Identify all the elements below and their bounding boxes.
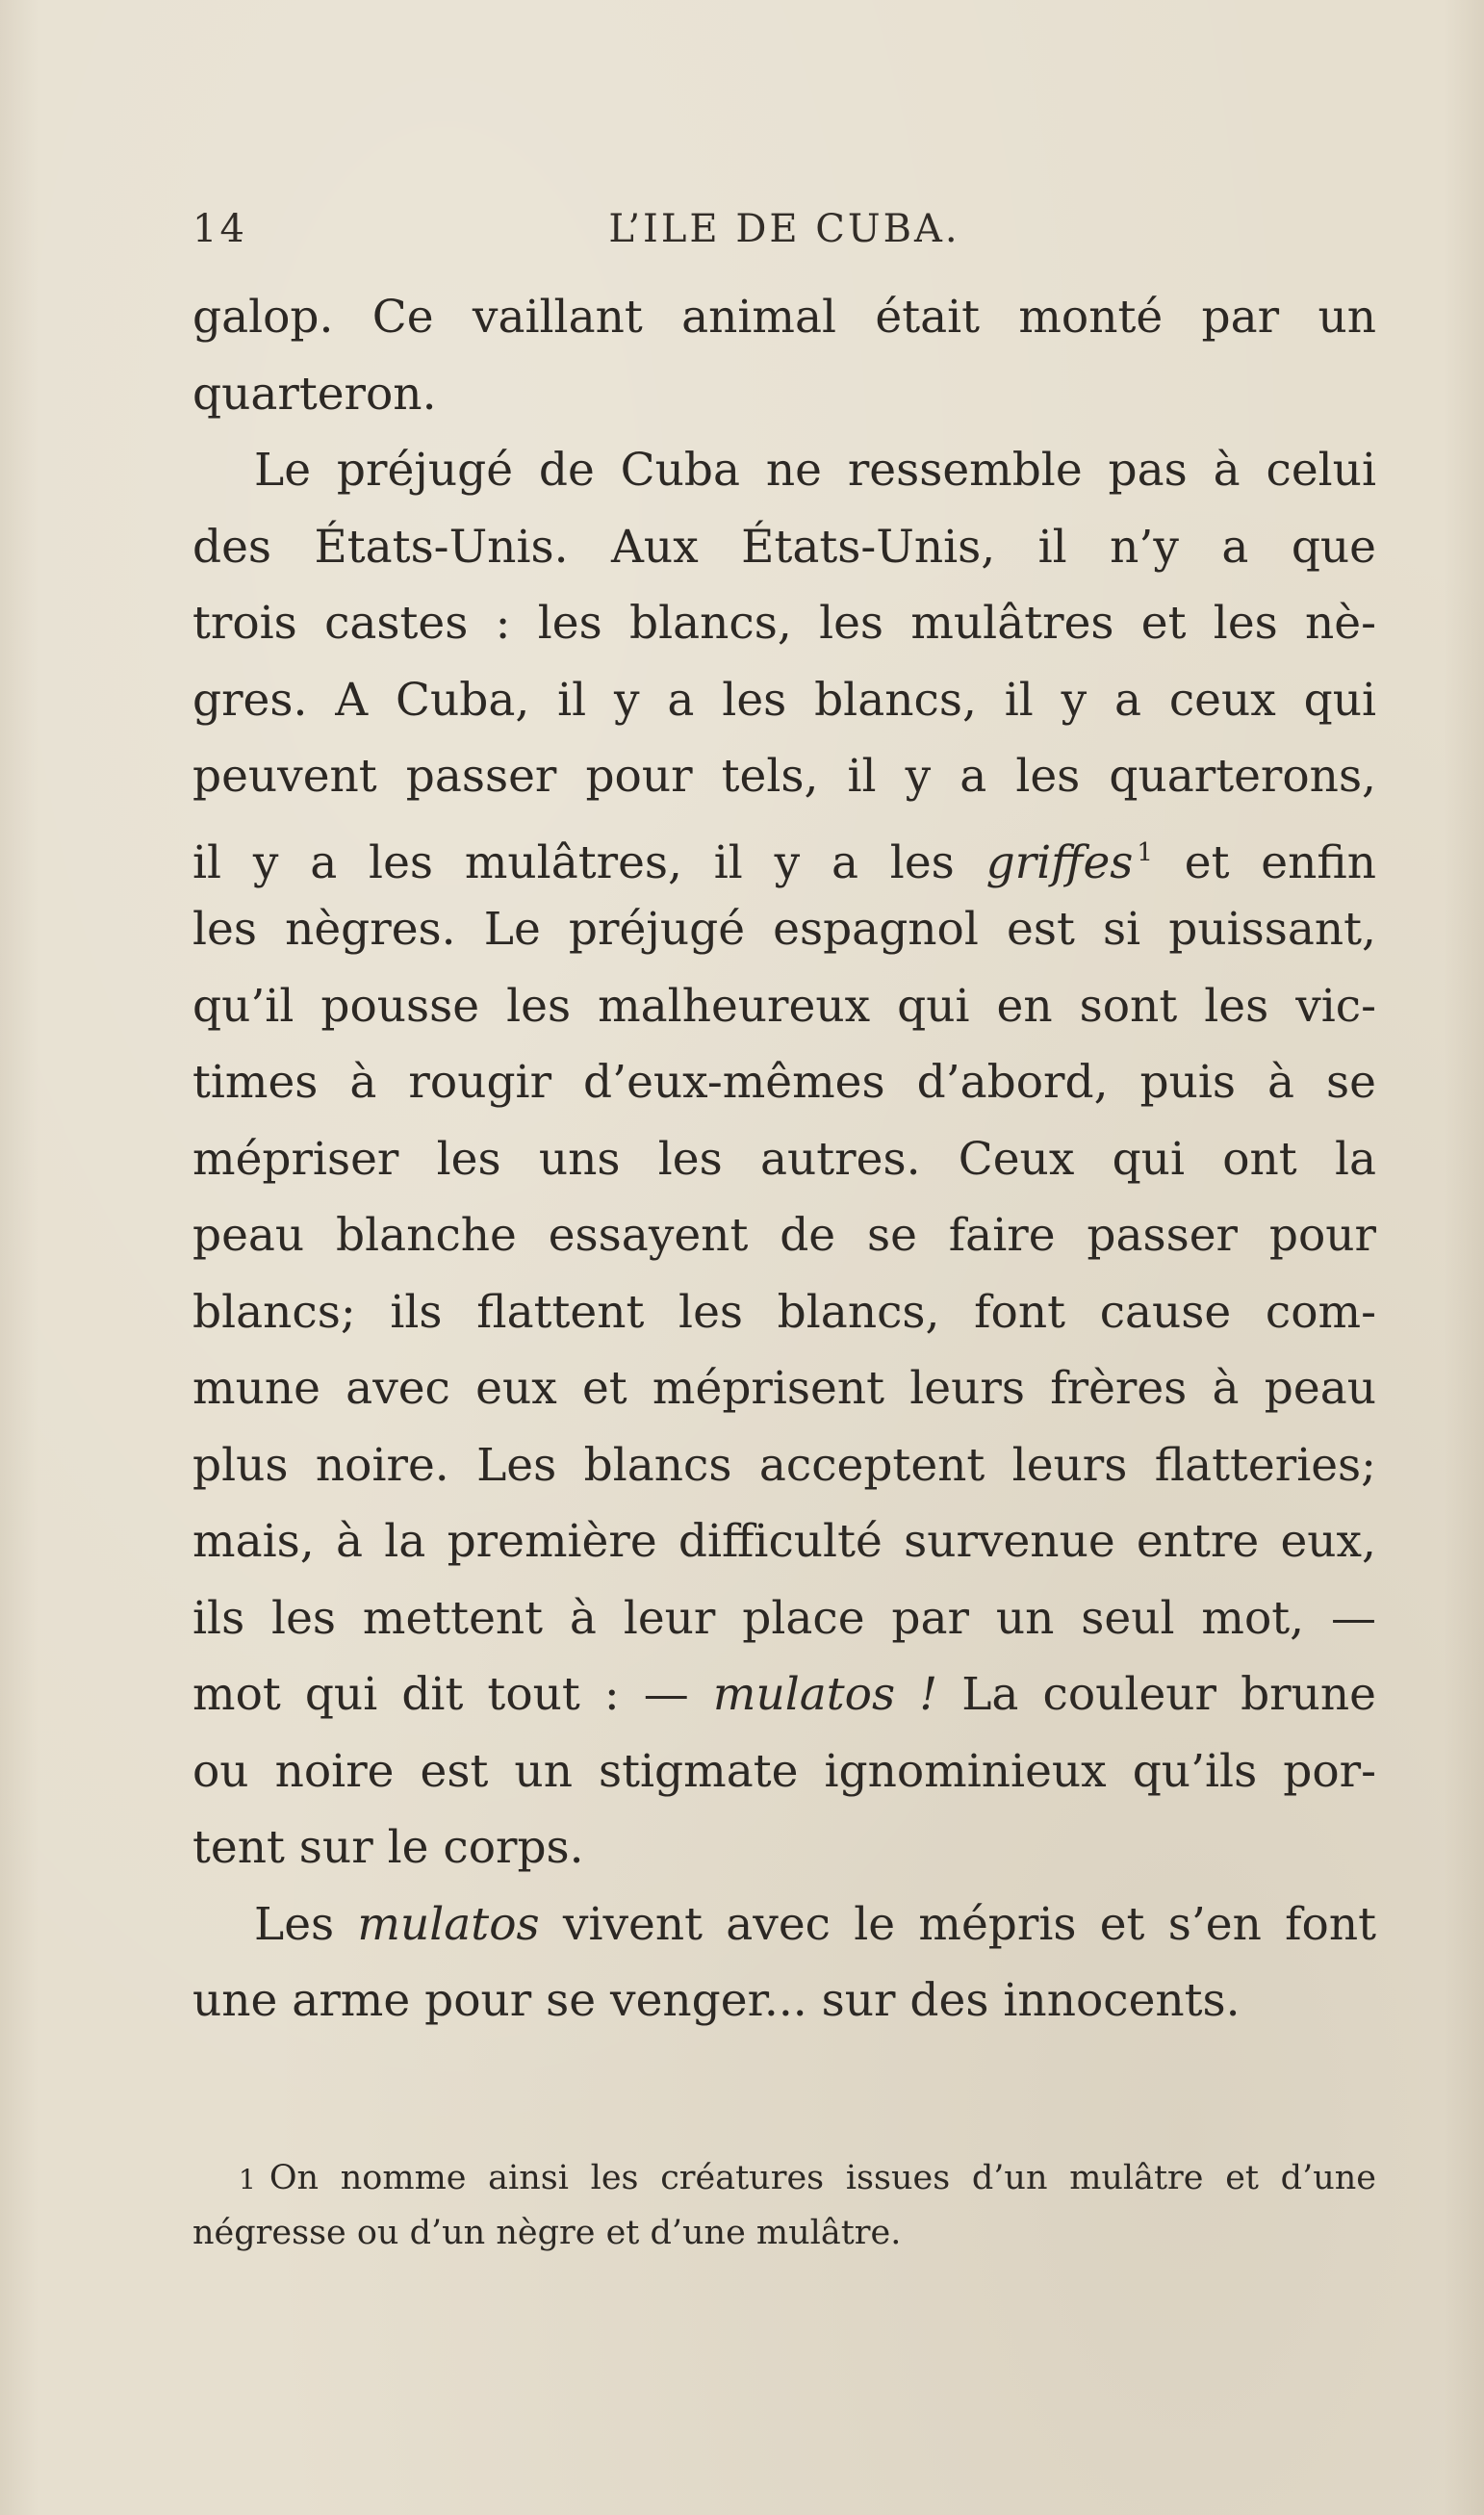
text-line — [192, 1044, 1376, 1121]
text-segment: ou noire est un stigmate ignominieux qu’ils por- — [192, 1744, 1376, 1798]
text-segment: ils les mettent à leur place par un seul mot, — — [192, 1591, 1376, 1645]
text-line — [192, 1886, 1376, 1963]
footnote-text: négresse ou d’un nègre et d’une mulâtre. — [192, 2214, 902, 2252]
text-line — [192, 1733, 1376, 1810]
text-segment: galop. Ce vaillant animal était monté par un — [192, 291, 1376, 344]
text-segment: qu’il pousse les malheureux qui en sont les vic- — [192, 979, 1376, 1033]
footnote-line — [192, 2151, 1376, 2206]
text-line — [192, 1963, 1376, 2040]
text-line — [192, 1809, 1376, 1886]
text-line — [192, 891, 1376, 968]
text-line — [192, 1274, 1376, 1351]
text-segment: gres. A Cuba, il y a les blancs, il y a ceux qui — [192, 673, 1376, 727]
page-header — [192, 207, 1376, 265]
running-title: L’ILE DE CUBA. — [608, 207, 960, 251]
text-segment: les nègres. Le préjugé espagnol est si puissant, — [192, 903, 1376, 956]
text-segment: times à rougir d’eux-mêmes d’abord, puis à se — [192, 1056, 1376, 1109]
text-line — [192, 432, 1376, 509]
text-line — [192, 815, 1376, 892]
italic-word: griffes — [985, 835, 1134, 889]
text-line — [192, 585, 1376, 662]
text-segment: peau blanche essayent de se faire passer pour — [192, 1209, 1376, 1262]
footnote-text: On nomme ainsi les créatures issues d’un mulâtre et d’une — [269, 2159, 1376, 2197]
text-line — [192, 1350, 1376, 1427]
text-line — [192, 1656, 1376, 1733]
text-line — [192, 356, 1376, 433]
footnote — [192, 2151, 1376, 2261]
text-line — [192, 1197, 1376, 1274]
text-segment: plus noire. Les blancs acceptent leurs flatteries; — [192, 1438, 1376, 1492]
text-segment: des États-Unis. Aux États-Unis, il n’y a que — [192, 520, 1376, 574]
text-segment: Le préjugé de Cuba ne ressemble pas à celui — [254, 444, 1376, 497]
text-segment: mais, à la première difficulté survenue entre eux, — [192, 1515, 1376, 1568]
footnote-reference: 1 — [1137, 837, 1153, 867]
footnote-marker: 1 — [239, 2164, 256, 2195]
text-line — [192, 1121, 1376, 1198]
text-line — [192, 509, 1376, 586]
text-segment: quarteron. — [192, 367, 437, 421]
text-segment: blancs; ils flattent les blancs, font cause com- — [192, 1285, 1376, 1339]
text-line — [192, 1580, 1376, 1657]
text-line — [192, 279, 1376, 356]
text-line — [192, 968, 1376, 1045]
text-segment: vivent avec le mépris et s’en font — [539, 1897, 1376, 1951]
italic-word: mulatos — [357, 1897, 540, 1951]
text-line — [192, 1503, 1376, 1580]
text-segment: et enfin — [1152, 835, 1376, 889]
text-segment: une arme pour se venger... sur des innocents. — [192, 1974, 1241, 2027]
footnote-line — [192, 2206, 1376, 2261]
text-segment: Les — [254, 1897, 358, 1951]
body-text — [192, 279, 1376, 2040]
text-segment: mot qui dit tout : — — [192, 1668, 713, 1721]
text-segment: trois castes : les blancs, les mulâtres et les nè- — [192, 597, 1376, 650]
text-line — [192, 662, 1376, 739]
page-number: 14 — [192, 207, 247, 251]
italic-word: mulatos ! — [712, 1668, 938, 1721]
text-segment: il y a les mulâtres, il y a les — [192, 835, 986, 889]
text-segment: peuvent passer pour tels, il y a les quarterons, — [192, 750, 1376, 803]
text-segment: mépriser les uns les autres. Ceux qui ont la — [192, 1132, 1376, 1186]
text-segment: La couleur brune — [937, 1668, 1376, 1721]
text-segment: mune avec eux et méprisent leurs frères à peau — [192, 1362, 1376, 1415]
text-line — [192, 1427, 1376, 1504]
text-segment: tent sur le corps. — [192, 1821, 584, 1874]
text-line — [192, 738, 1376, 815]
